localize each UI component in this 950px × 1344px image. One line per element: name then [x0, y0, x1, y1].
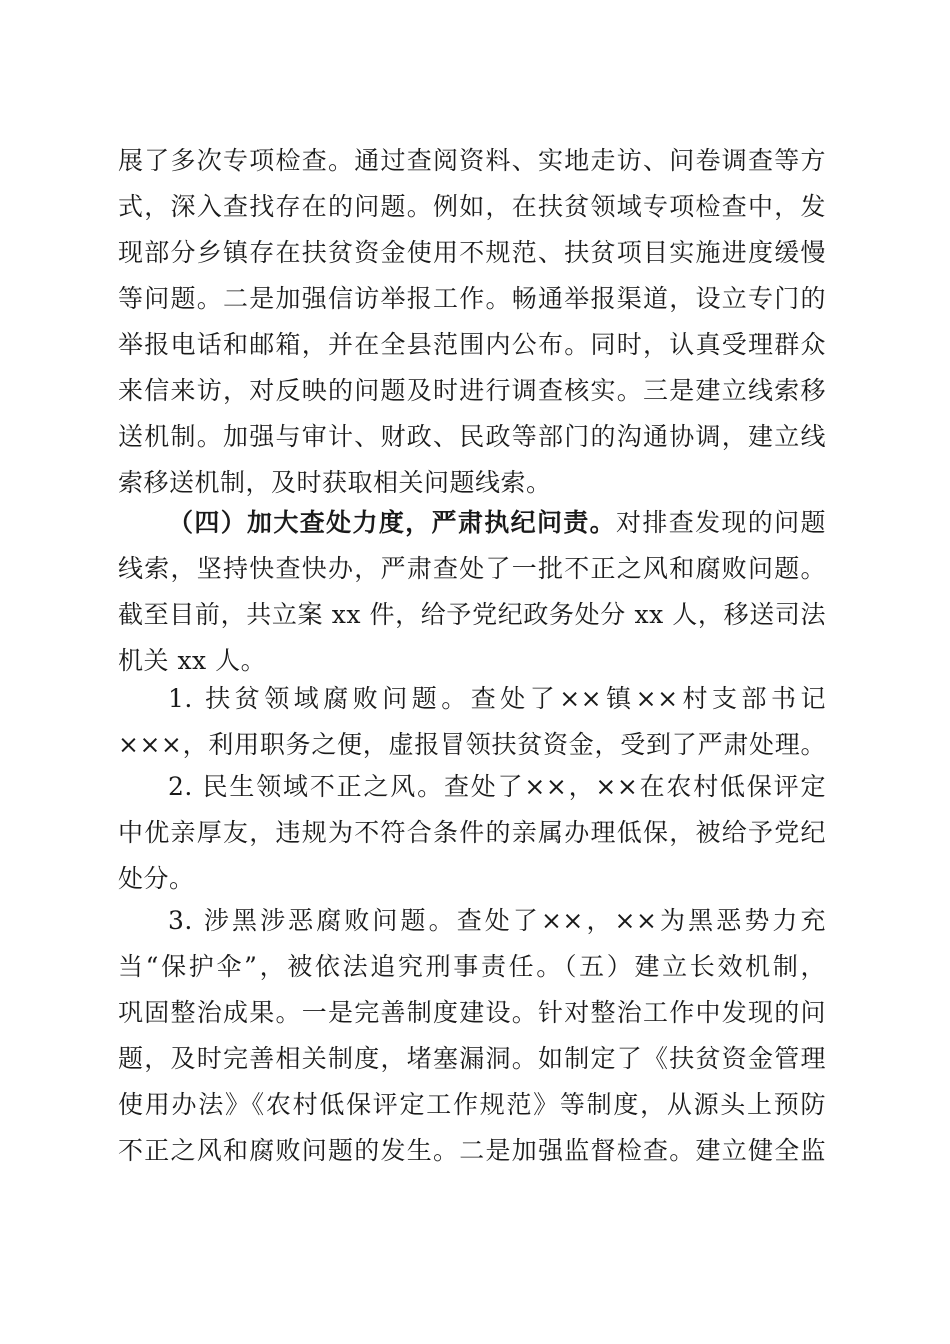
text-line: 题，及时完善相关制度，堵塞漏洞。如制定了《扶贫资金管理 — [118, 1044, 826, 1073]
text-line: 巩固整治成果。一是完善制度建设。针对整治工作中发现的问 — [118, 998, 826, 1027]
text-line — [118, 500, 826, 546]
text-line: 现部分乡镇存在扶贫资金使用不规范、扶贫项目实施进度缓慢 — [118, 238, 826, 267]
text-line: 送机制。加强与审计、财政、民政等部门的沟通协调，建立线 — [118, 422, 826, 451]
paragraph-inspection — [118, 138, 826, 506]
text-line: 使用办法》《农村低保评定工作规范》等制度，从源头上预防 — [118, 1090, 826, 1119]
text-line: 来信来访，对反映的问题及时进行调查核实。三是建立线索移 — [118, 376, 826, 405]
section-heading: （四）加大查处力度，严肃执纪问责。 — [168, 508, 617, 537]
text-line: 展了多次专项检查。通过查阅资料、实地走访、问卷调查等方 — [118, 146, 826, 175]
text-line: 机关 xx 人。 — [118, 646, 267, 675]
text-line: 截至目前，共立案 xx 件，给予党纪政务处分 xx 人，移送司法 — [118, 600, 826, 629]
text-line: 不正之风和腐败问题的发生。二是加强监督检查。建立健全监 — [118, 1136, 826, 1165]
paragraph-item-1 — [118, 676, 826, 768]
text-line: 举报电话和邮箱，并在全县范围内公布。同时，认真受理群众 — [118, 330, 826, 359]
text-line: 式，深入查找存在的问题。例如，在扶贫领域专项检查中，发 — [118, 192, 826, 221]
text-line: 等问题。二是加强信访举报工作。畅通举报渠道，设立专门的 — [118, 284, 826, 313]
text-line: 中优亲厚友，违规为不符合条件的亲属办理低保，被给予党纪 — [118, 818, 826, 847]
text-line: 3. 涉黑涉恶腐败问题。查处了××，××为黑恶势力充 — [168, 906, 826, 935]
paragraph-item-3 — [118, 898, 826, 1174]
paragraph-item-2 — [118, 764, 826, 902]
text-line: 当“保护伞”，被依法追究刑事责任。（五）建立长效机制， — [118, 952, 826, 981]
text-line: 索移送机制，及时获取相关问题线索。 — [118, 468, 552, 497]
text-line: 处分。 — [118, 864, 195, 893]
paragraph-section-four — [118, 500, 826, 684]
heading-continuation: 对排查发现的问题 — [616, 508, 826, 537]
text-line: 1. 扶贫领域腐败问题。查处了××镇××村支部书记 — [168, 684, 826, 713]
text-line: 线索，坚持快查快办，严肃查处了一批不正之风和腐败问题。 — [118, 554, 826, 583]
text-line: ×××，利用职务之便，虚报冒领扶贫资金，受到了严肃处理。 — [118, 730, 826, 759]
text-line: 2. 民生领域不正之风。查处了××，××在农村低保评定 — [168, 772, 826, 801]
